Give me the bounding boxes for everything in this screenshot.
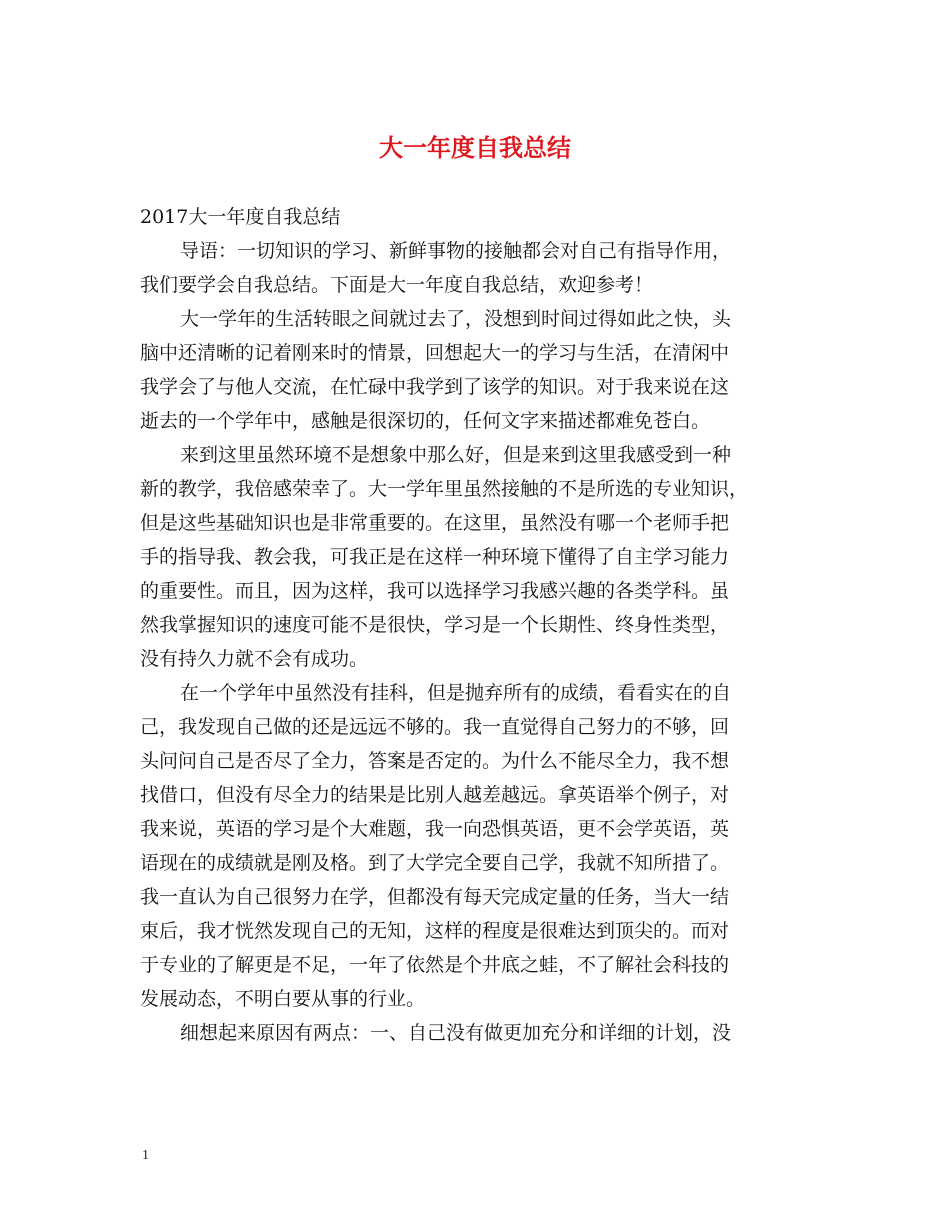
paragraph-line: 然我掌握知识的速度可能不是很快，学习是一个长期性、终身性类型，: [140, 614, 730, 636]
paragraph-line: 我一直认为自己很努力在学，但都没有每天完成定量的任务，当大一结: [140, 886, 730, 908]
document-body: [140, 200, 820, 1050]
paragraph-line: 于专业的了解更是不足，一年了依然是个井底之蛙，不了解社会科技的: [140, 954, 730, 976]
paragraph-line: 细想起来原因有两点：一、自己没有做更加充分和详细的计划，没: [180, 1022, 732, 1044]
paragraph-line: 我来说，英语的学习是个大难题，我一向恐惧英语，更不会学英语，英: [140, 818, 730, 840]
paragraph-line: 手的指导我、教会我，可我正是在这样一种环境下懂得了自主学习能力: [140, 546, 730, 568]
paragraph-line: 束后，我才恍然发现自己的无知，这样的程度是很难达到顶尖的。而对: [140, 920, 730, 942]
paragraph-line: 逝去的一个学年中，感触是很深切的，任何文字来描述都难免苍白。: [140, 410, 711, 432]
paragraph-line: 大一学年的生活转眼之间就过去了，没想到时间过得如此之快，头: [180, 308, 732, 330]
paragraph-line: 脑中还清晰的记着刚来时的情景，回想起大一的学习与生活，在清闲中: [140, 342, 730, 364]
paragraph-line: 在一个学年中虽然没有挂科，但是抛弃所有的成绩，看看实在的自: [180, 682, 732, 704]
paragraph-line: 来到这里虽然环境不是想象中那么好，但是来到这里我感受到一种: [180, 444, 732, 466]
paragraph-line: 没有持久力就不会有成功。: [140, 648, 369, 670]
paragraph-line: 找借口，但没有尽全力的结果是比别人越差越远。拿英语举个例子，对: [140, 784, 730, 806]
paragraph-line: 我们要学会自我总结。下面是大一年度自我总结，欢迎参考！: [140, 274, 654, 296]
page-number: 1: [142, 1148, 149, 1163]
paragraph-line: 我学会了与他人交流，在忙碌中我学到了该学的知识。对于我来说在这: [140, 376, 730, 398]
paragraph-line: 己，我发现自己做的还是远远不够的。我一直觉得自己努力的不够，回: [140, 716, 730, 738]
subtitle-line: 2017大一年度自我总结: [140, 206, 341, 228]
paragraph-line: 导语：一切知识的学习、新鲜事物的接触都会对自己有指导作用，: [180, 240, 732, 262]
paragraph-line: 的重要性。而且，因为这样，我可以选择学习我感兴趣的各类学科。虽: [140, 580, 730, 602]
paragraph-line: 语现在的成绩就是刚及格。到了大学完全要自己学，我就不知所措了。: [140, 852, 730, 874]
paragraph-line: 发展动态，不明白要从事的行业。: [140, 988, 426, 1010]
document-title: 大一年度自我总结: [379, 133, 571, 162]
paragraph-line: 但是这些基础知识也是非常重要的。在这里，虽然没有哪一个老师手把: [140, 512, 730, 534]
paragraph-line: 新的教学，我倍感荣幸了。大一学年里虽然接触的不是所选的专业知识，: [140, 478, 749, 500]
paragraph-line: 头问问自己是否尽了全力，答案是否定的。为什么不能尽全力，我不想: [140, 750, 730, 772]
